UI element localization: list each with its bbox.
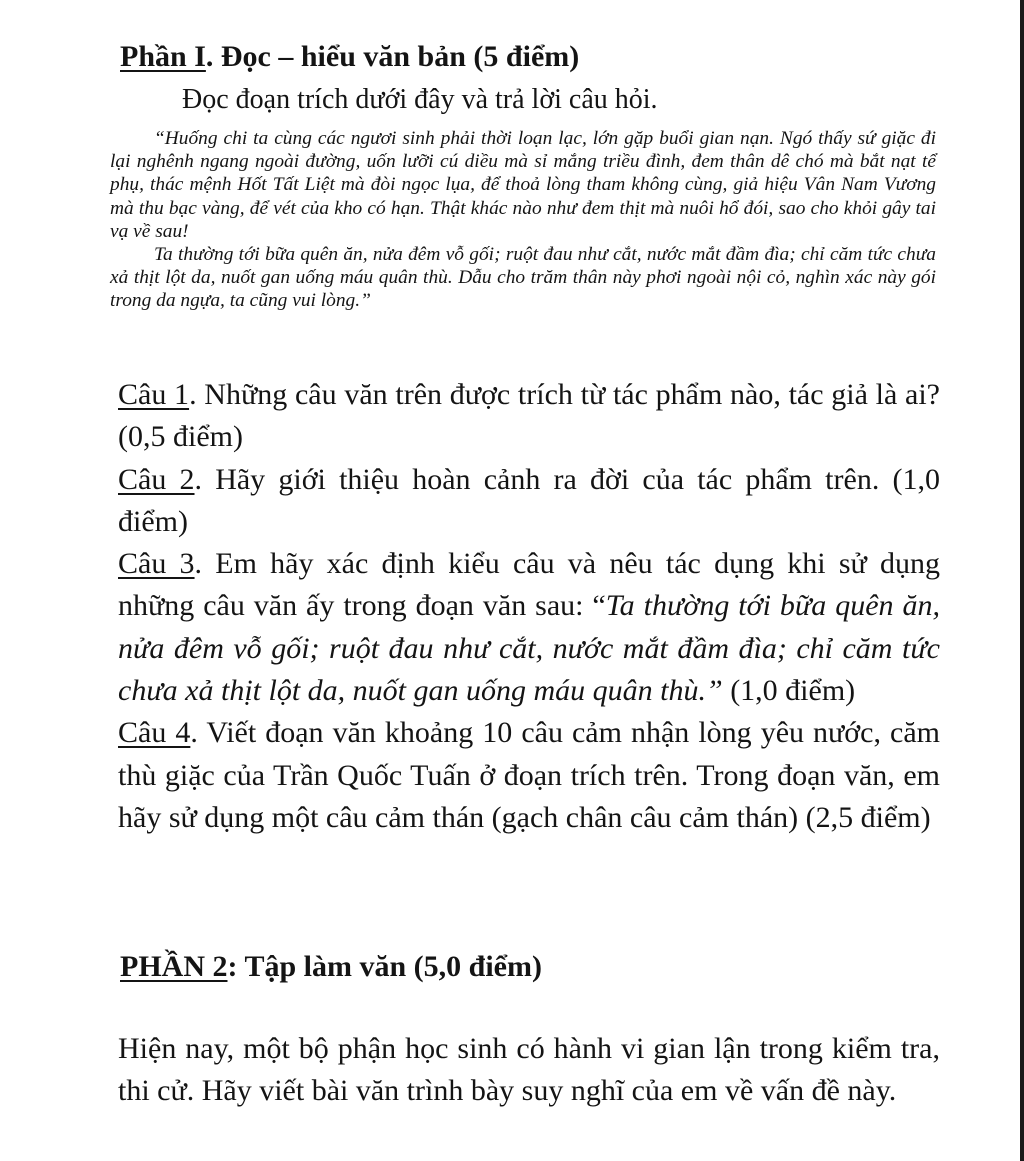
excerpt-paragraph-2: Ta thường tới bữa quên ăn, nửa đêm vỗ gối; ruột đau như cắt, nước mắt đầm đìa; chỉ căm tức chưa xả thịt lột da, nuốt gan uống máu quân thù. Dẫu cho trăm thân này phơi ngoài nội cỏ, nghìn xác này gói trong da ngựa, ta cũng vui lòng.” [110, 244, 936, 312]
part1-label: Phần I [120, 40, 206, 73]
question-3-quote: Ta thường tới bữa quên ăn, nửa đêm vỗ gối; ruột đau như cắt, nước mắt đầm đìa; chỉ căm tức chưa xả thịt lột da, nuốt gan uống máu quân thù.” [118, 589, 940, 708]
question-2-label: Câu 2 [118, 462, 195, 496]
part2-heading-text: : Tập làm văn (5,0 điểm) [227, 950, 542, 983]
excerpt-block [110, 127, 936, 313]
page-edge-border [1020, 0, 1024, 1161]
part2-label: PHẦN 2 [120, 950, 228, 983]
question-3 [118, 543, 940, 712]
excerpt-paragraph-1: “Huống chi ta cùng các ngươi sinh phải thời loạn lạc, lớn gặp buổi gian nạn. Ngó thấy sứ giặc đi lại nghênh ngang ngoài đường, uốn lưỡi cú diều mà sỉ mắng triều đình, đem thân dê chó mà bắt nạt tể phụ, thác mệnh Hốt Tất Liệt mà đòi ngọc lụa, để thoả lòng tham không cùng, giả hiệu Vân Nam Vương mà thu bạc vàng, để vét của kho có hạn. Thật khác nào như đem thịt mà nuôi hổ đói, sao cho khỏi gây tai vạ về sau! [110, 128, 936, 242]
question-3-label: Câu 3 [118, 547, 195, 581]
question-1-label: Câu 1 [118, 378, 190, 411]
reading-instruction: Đọc đoạn trích dưới đây và trả lời câu hỏi. [182, 84, 658, 115]
part1-heading-text: . Đọc – hiểu văn bản (5 điểm) [205, 40, 580, 73]
question-list [118, 374, 940, 839]
part1-heading [120, 40, 579, 74]
question-4 [118, 712, 940, 839]
question-3-text: . Em hãy xác định kiểu câu và nêu tác dụng khi sử dụng những câu văn ấy trong đoạn văn sau: “ [118, 547, 940, 623]
question-1-text: . Những câu văn trên được trích từ tác phẩm nào, tác giả là ai? (0,5 điểm) [118, 378, 941, 454]
question-4-text: . Viết đoạn văn khoảng 10 câu cảm nhận lòng yêu nước, căm thù giặc của Trần Quốc Tuấn ở đoạn trích trên. Trong đoạn văn, em hãy sử dụng một câu cảm thán (gạch chân câu cảm thán) (2,5 điểm) [118, 716, 940, 834]
question-2 [118, 459, 940, 544]
question-3-points: (1,0 điểm) [722, 674, 856, 708]
part2-heading [120, 950, 542, 984]
question-1 [118, 374, 940, 459]
question-4-label: Câu 4 [118, 716, 191, 750]
essay-prompt: Hiện nay, một bộ phận học sinh có hành vi gian lận trong kiểm tra, thi cử. Hãy viết bài văn trình bày suy nghĩ của em về vấn đề này. [118, 1032, 940, 1108]
question-2-text: . Hãy giới thiệu hoàn cảnh ra đời của tác phẩm trên. (1,0 điểm) [118, 462, 940, 538]
